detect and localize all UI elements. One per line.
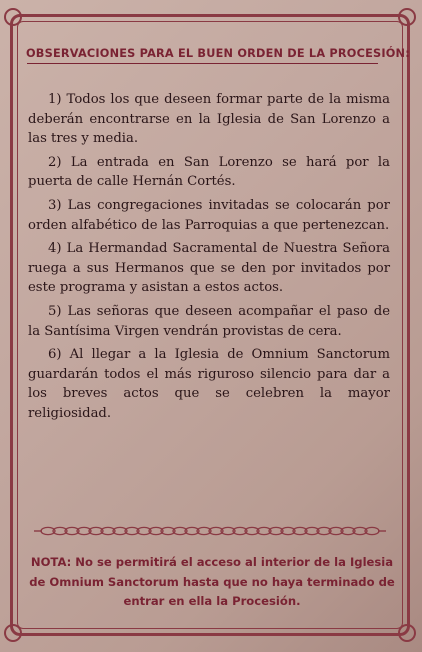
- nota-notice: NOTA: No se permitirá el acceso al interior de la Iglesia de Omnium Sanctorum hasta que no haya terminado de entrar en ella la Procesión.: [29, 555, 395, 608]
- corner-ornament-icon: [4, 8, 22, 26]
- observation-item-1: 1) Todos los que deseen formar parte de la misma deberán encontrarse en la Iglesia de San Lorenzo a las tres y media.: [28, 92, 390, 147]
- observations-list: [28, 90, 390, 428]
- title-underline: [27, 63, 378, 64]
- chain-divider-icon: [34, 525, 386, 537]
- observation-item-4: 4) La Hermandad Sacramental de Nuestra Señora ruega a sus Hermanos que se den por invitados por este programa y asistan a estos actos.: [28, 241, 390, 296]
- corner-ornament-icon: [398, 8, 416, 26]
- document-title: OBSERVACIONES PARA EL BUEN ORDEN DE LA PROCESIÓN:: [26, 47, 410, 60]
- observation-item-5: 5) Las señoras que deseen acompañar el paso de la Santísima Virgen vendrán provistas de cera.: [28, 303, 390, 339]
- observation-item-3: 3) Las congregaciones invitadas se colocarán por orden alfabético de las Parroquias a que pertenezcan.: [28, 197, 390, 233]
- observation-item-6: 6) Al llegar a la Iglesia de Omnium Sanctorum guardarán todos el más riguroso silencio para dar a los breves actos que se celebren la mayor religiosidad.: [28, 347, 390, 421]
- observation-item-2: 2) La entrada en San Lorenzo se hará por la puerta de calle Hernán Cortés.: [28, 154, 390, 190]
- corner-ornament-icon: [398, 624, 416, 642]
- corner-ornament-icon: [4, 624, 22, 642]
